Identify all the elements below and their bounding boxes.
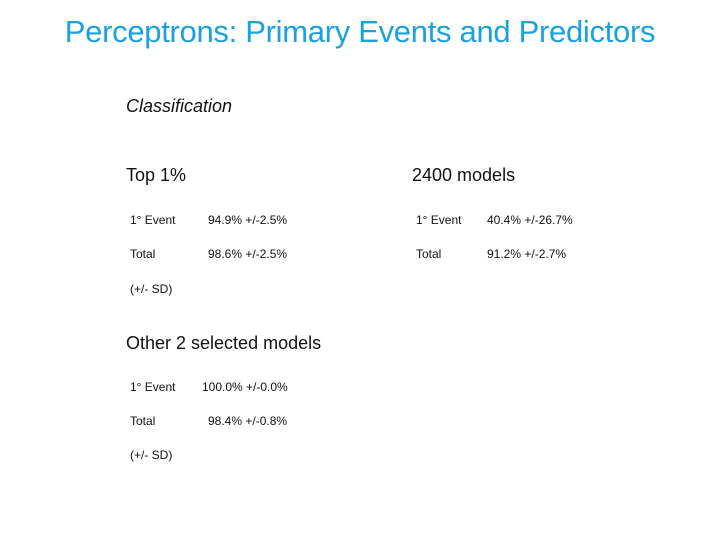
slide-title: Perceptrons: Primary Events and Predictors — [64, 14, 656, 49]
top-right-row-label: 1° Event — [416, 213, 462, 227]
other-row-label: Total — [130, 414, 156, 428]
top-right-row-label: Total — [416, 247, 442, 261]
models-count-heading: 2400 models — [412, 165, 516, 185]
top-percent-heading: Top 1% — [126, 165, 187, 185]
top-right-row-value: 40.4% +/-26.7% — [487, 213, 573, 227]
other-row-label: 1° Event — [130, 380, 176, 394]
sd-note: (+/- SD) — [130, 448, 173, 462]
sd-note: (+/- SD) — [130, 282, 173, 296]
top-left-row-value: 94.9% +/-2.5% — [208, 213, 288, 227]
other-row-value: 98.4% +/-0.8% — [208, 414, 288, 428]
top-left-row-label: Total — [130, 247, 156, 261]
top-right-row-value: 91.2% +/-2.7% — [487, 247, 567, 261]
section-subtitle: Classification — [126, 96, 233, 116]
top-left-row-label: 1° Event — [130, 213, 176, 227]
other-models-heading: Other 2 selected models — [126, 333, 322, 353]
top-left-row-value: 98.6% +/-2.5% — [208, 247, 288, 261]
other-row-value: 100.0% +/-0.0% — [202, 380, 288, 394]
